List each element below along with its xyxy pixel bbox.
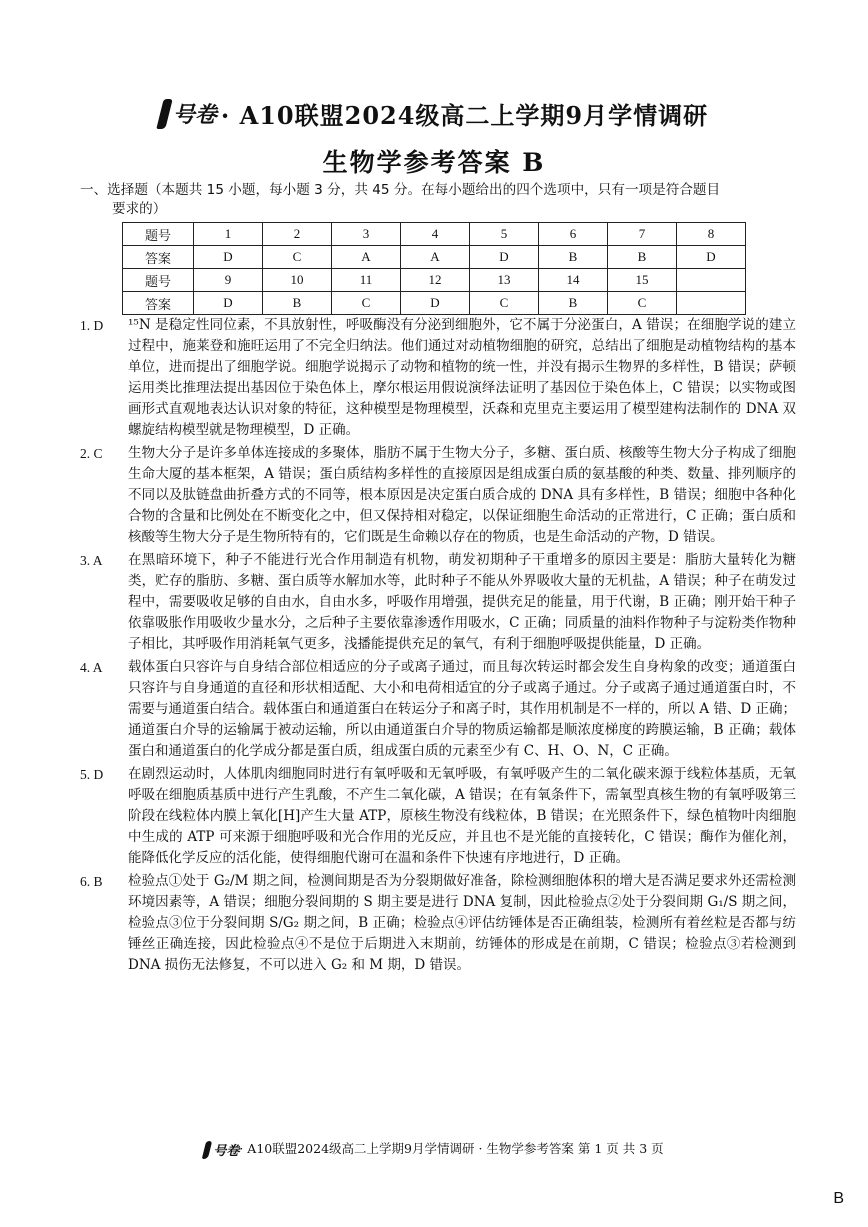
question-number-answer: 4. A (80, 660, 103, 675)
table-cell: D (401, 292, 470, 315)
footer-logo-text: 号卷 (213, 1144, 240, 1159)
list-item (80, 657, 796, 762)
page-footer (0, 1139, 868, 1159)
table-cell: C (263, 246, 332, 269)
question-number-answer: 1. D (80, 318, 104, 333)
table-cell: 15 (608, 269, 677, 292)
table-cell: 8 (677, 223, 746, 246)
table-header-cell: 答案 (123, 246, 194, 269)
section-heading-line1: 一、选择题（本题共 15 小题，每小题 3 分，共 45 分。在每小题给出的四个选项中，只有一项是符合题目 (80, 182, 721, 198)
table-cell: A (401, 246, 470, 269)
table-cell: 10 (263, 269, 332, 292)
table-row-answers-1 (123, 246, 746, 269)
table-cell (677, 292, 746, 315)
table-cell: 11 (332, 269, 401, 292)
table-header-cell: 题号 (123, 269, 194, 292)
table-cell: B (263, 292, 332, 315)
table-cell: C (470, 292, 539, 315)
list-item (80, 550, 796, 655)
table-cell: B (539, 246, 608, 269)
table-cell: 14 (539, 269, 608, 292)
section-heading-line2: 要求的） (112, 201, 167, 217)
table-cell: 7 (608, 223, 677, 246)
table-cell: C (608, 292, 677, 315)
table-cell: A (332, 246, 401, 269)
question-explanation: 生物大分子是许多单体连接成的多聚体，脂肪不属于生物大分子，多糖、蛋白质、核酸等生物大分子构成了细胞生命大厦的基本框架，A 错误；蛋白质结构多样性的直接原因是组成蛋白质的氨基酸的种类、数量、排列顺序的不同以及肽链盘曲折叠方式的不同等，根本原因是决定蛋白质合成的 DNA 具有多样性，B 错误；细胞中各种化合物的含量和比例处在不断变化之中，但又保持相对稳定，以保证细胞生命活动的正常进行，C 正确；蛋白质和核酸等生物大分子是生物所特有的，它们既是生命赖以存在的物质，也是生命活动的产物，D 错误。 (128, 445, 796, 545)
table-cell: D (470, 246, 539, 269)
answer-key-title: 生物学参考答案 B (322, 147, 546, 177)
list-item (80, 315, 796, 441)
table-cell: D (194, 246, 263, 269)
question-explanation: 在黑暗环境下，种子不能进行光合作用制造有机物，萌发初期种子干重增多的原因主要是：脂肪大量转化为糖类，贮存的脂肪、多糖、蛋白质等水解加水等，此时种子不能从外界吸收大量的无机盐，A 错误；种子在萌发过程中，需要吸收足够的自由水，自由水多，呼吸作用增强，提供充足的能量，用于代谢，B 正确；刚开始干种子依靠吸胀作用吸收少量水分，之后种子主要依靠渗透作用吸水，C 正确；同质量的油料作物种子与淀粉类作物种子相比，其呼吸作用消耗氧气更多，浅播能提供充足的氧气，有利于细胞呼吸提供能量，D 正确。 (128, 552, 796, 652)
list-item (80, 443, 796, 548)
table-cell (677, 269, 746, 292)
question-explanation: 在剧烈运动时，人体肌肉细胞同时进行有氧呼吸和无氧呼吸，有氧呼吸产生的二氧化碳来源于线粒体基质，无氧呼吸在细胞质基质中进行产生乳酸，不产生二氧化碳，A 错误；在有氧条件下，需氧型真核生物的有氧呼吸第三阶段在线粒体内膜上氧化[H]产生大量 ATP，原核生物没有线粒体，B 错误；在光照条件下，绿色植物叶肉细胞中生成的 ATP 可来源于细胞呼吸和光合作用的光反应，并且也不是光能的直接转化，C 错误；酶作为催化剂，能降低化学反应的活化能，使得细胞代谢可在温和条件下快速有序地进行，D 正确。 (128, 766, 796, 866)
brand-logo-text: 号卷 (172, 102, 217, 128)
table-header-cell: 题号 (123, 223, 194, 246)
table-cell: 12 (401, 269, 470, 292)
version-mark: B (833, 1190, 844, 1207)
exam-title (160, 96, 708, 131)
brush-stroke-icon (202, 1141, 212, 1159)
table-cell: 4 (401, 223, 470, 246)
table-cell: B (608, 246, 677, 269)
page-header (0, 96, 868, 179)
answer-table (122, 222, 746, 315)
question-number-answer: 6. B (80, 874, 103, 889)
question-number-answer: 3. A (80, 553, 103, 568)
table-cell: 3 (332, 223, 401, 246)
brush-stroke-icon (156, 99, 172, 129)
table-cell: C (332, 292, 401, 315)
table-row-answers-2 (123, 292, 746, 315)
table-cell: 5 (470, 223, 539, 246)
list-item (80, 871, 796, 976)
question-number-answer: 2. C (80, 446, 103, 461)
table-row-numbers-1 (123, 223, 746, 246)
list-item (80, 764, 796, 869)
explanations-list (80, 315, 796, 978)
table-cell: 1 (194, 223, 263, 246)
question-number-answer: 5. D (80, 767, 104, 782)
table-cell: D (194, 292, 263, 315)
footer-text: · A10联盟2024级高二上学期9月学情调研 · 生物学参考答案 第 1 页 共 3 页 (239, 1141, 664, 1156)
table-cell: 2 (263, 223, 332, 246)
table-cell: 9 (194, 269, 263, 292)
table-cell: D (677, 246, 746, 269)
question-explanation: 检验点①处于 G₂/M 期之间，检测间期是否为分裂期做好准备，除检测细胞体积的增大是否满足要求外还需检测环境因素等，A 错误；细胞分裂间期的 S 期主要是进行 DNA 复制，因此检验点②处于分裂间期 G₁/S 期之间，检验点③位于分裂间期 S/G₂ 期之间，B 正确；检验点④评估纺锤体是否正确组装，检测所有着丝粒是否都与纺锤丝正确连接，因此检验点④不是位于后期进入末期前，纺锤体的形成是在前期，C 错误；检验点③若检测到 DNA 损伤无法修复，不可以进入 G₂ 和 M 期，D 错误。 (128, 873, 796, 973)
table-row-numbers-2 (123, 269, 746, 292)
table-header-cell: 答案 (123, 292, 194, 315)
question-explanation: ¹⁵N 是稳定性同位素，不具放射性，呼吸酶没有分泌到细胞外，它不属于分泌蛋白，A 错误；在细胞学说的建立过程中，施莱登和施旺运用了不完全归纳法。他们通过对动植物细胞的研究，总结出了细胞是动植物结构的基本单位，进而提出了细胞学说。细胞学说揭示了动物和植物的统一性，并没有揭示生物界的多样性，B 错误；萨顿运用类比推理法提出基因位于染色体上，摩尔根运用假说演绎法证明了基因位于染色体上，C 错误；以实物或图画形式直观地表达认识对象的特征，这种模型是物理模型，沃森和克里克主要运用了模型建构法制作的 DNA 双螺旋结构模型就是物理模型，D 正确。 (128, 317, 796, 438)
table-cell: 13 (470, 269, 539, 292)
table-cell: 6 (539, 223, 608, 246)
exam-title-text: · A10联盟2024级高二上学期9月学情调研 (220, 101, 709, 130)
table-cell: B (539, 292, 608, 315)
brand-logo (160, 98, 217, 129)
section-heading (80, 181, 792, 219)
question-explanation: 载体蛋白只容许与自身结合部位相适应的分子或离子通过，而且每次转运时都会发生自身构象的改变；通道蛋白只容许与自身通道的直径和形状相适配、大小和电荷相适宜的分子或离子通过。分子或离子通过通道蛋白时，不需要与通道蛋白结合。载体蛋白和通道蛋白在转运分子和离子时，其作用机制是不一样的，所以 A 错、D 正确；通道蛋白介导的运输属于被动运输，所以由通道蛋白介导的物质运输都是顺浓度梯度的跨膜运输，B 正确；载体蛋白和通道蛋白的化学成分都是蛋白质，组成蛋白质的元素至少有 C、H、O、N，C 正确。 (128, 659, 796, 759)
